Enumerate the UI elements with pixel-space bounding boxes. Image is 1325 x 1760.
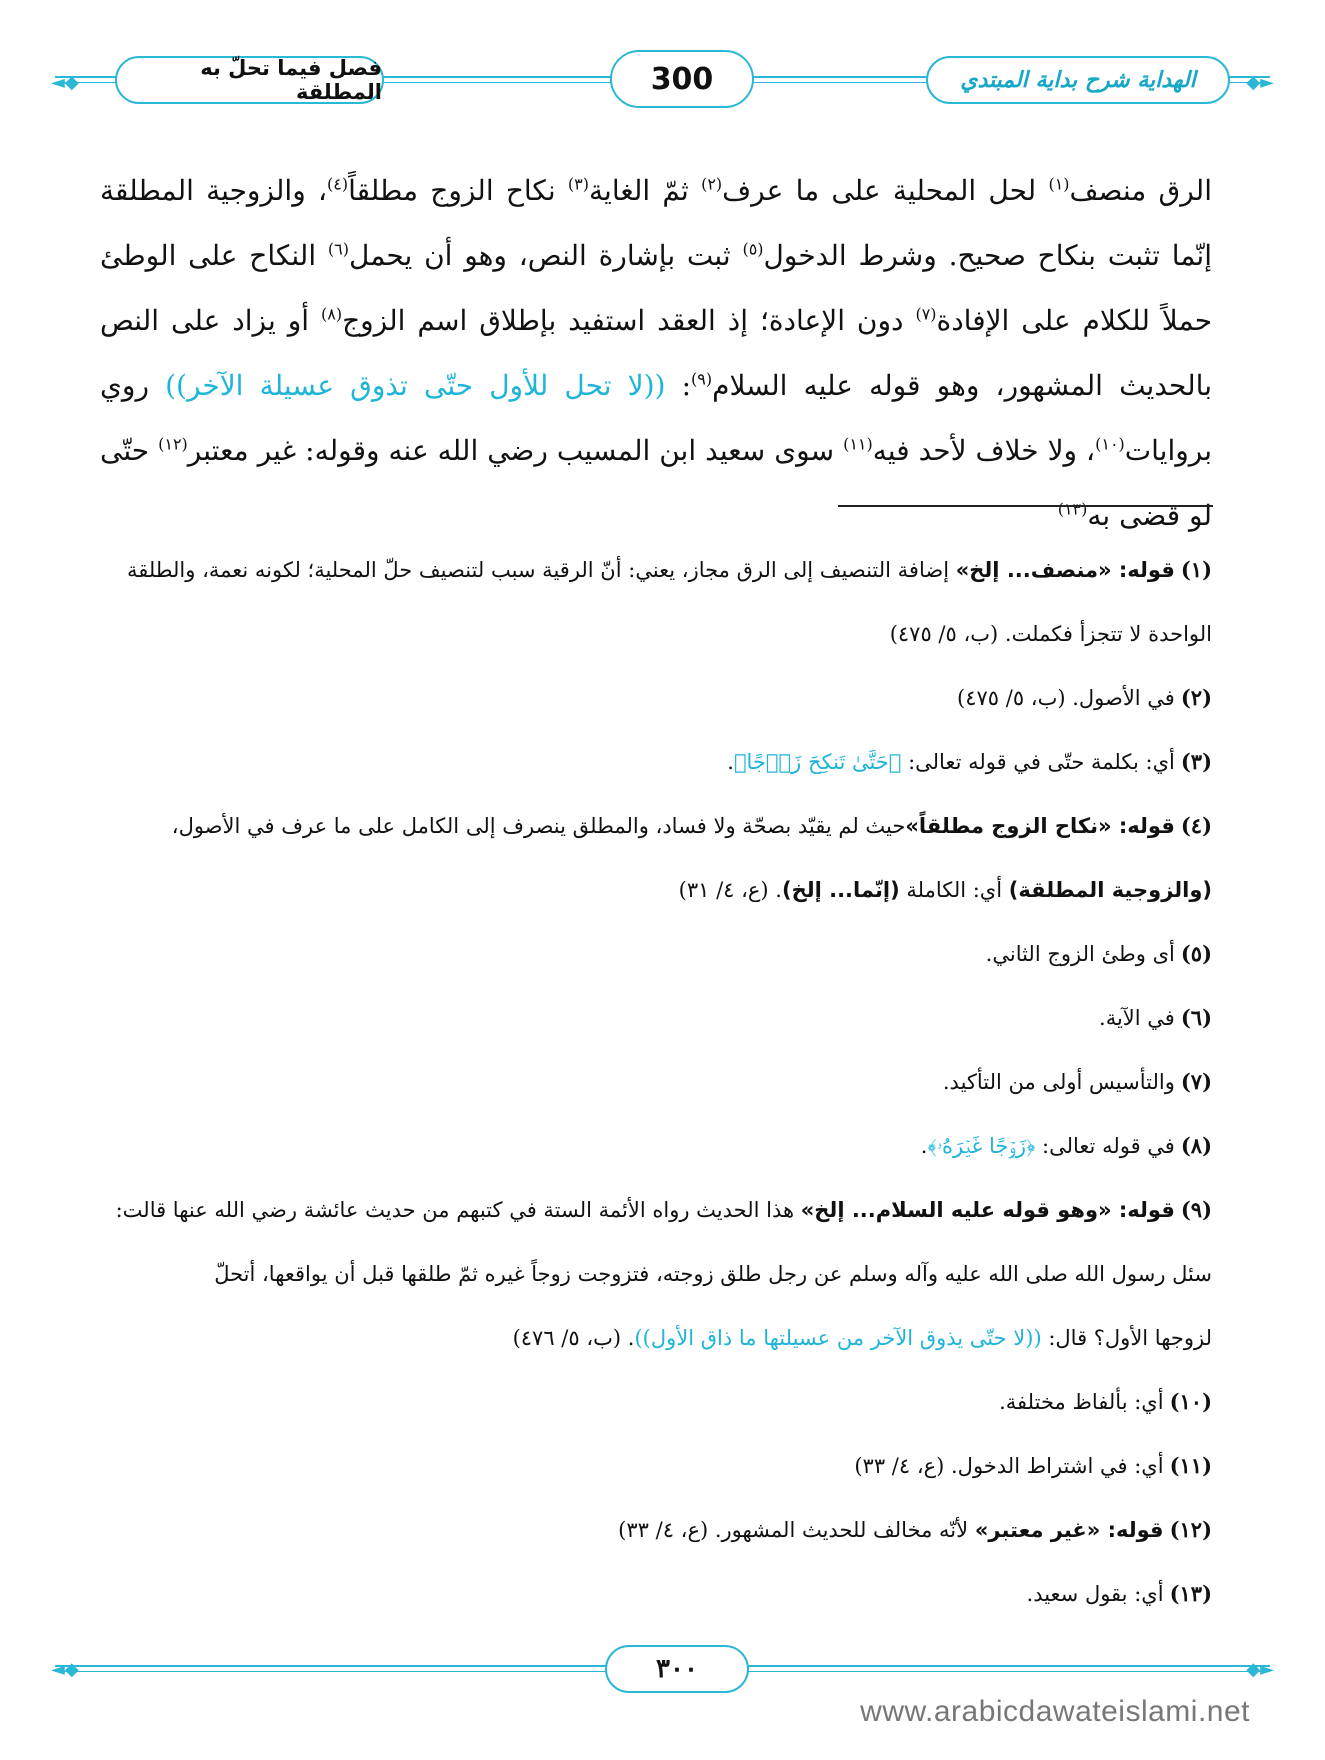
text-run: ، ولا خلاف لأحد فيه [872, 434, 1096, 467]
text-run: نكاح الزوج مطلقاً [348, 174, 568, 207]
footnote-7: (٧)والتأسيس أولى من التأكيد. [942, 1069, 1212, 1094]
text-run: أو يزاد على النص بالحديث المشهور، وهو قوله عليه السلام [100, 304, 1212, 402]
hadith-quote: ((لا تحل للأول حتّى تذوق عسيلة الآخر)) [165, 369, 666, 402]
ornament-right-icon: ◆► [1246, 1659, 1274, 1680]
footnote-ref: (٥) [742, 239, 764, 259]
footnote-ref: (١١) [843, 434, 873, 454]
text-run: ، والزوجية المطلقة إنّما تثبت بنكاح صحيح. وشرط الدخول [100, 174, 1213, 272]
footnote-6: (٦)في الآية. [1099, 1005, 1212, 1030]
main-text [100, 158, 1212, 548]
footnote-8: (٨)في قوله تعالى: ﴿زَوۡجًا غَيۡرَهُۥ﴾. [920, 1133, 1212, 1158]
ornament-left-icon: ◄◆ [51, 1659, 79, 1680]
text-run: دون الإعادة؛ إذ العقد استفيد بإطلاق اسم الزوج [342, 304, 916, 337]
footnote-9: (٩)قوله: «وهو قوله عليه السلام... إلخ» هذا الحديث رواه الأئمة الستة في كتبهم من حديث عائشة رضي الله عنها قالت: سئل رسول الله صلى الله عليه وآله وسلم عن رجل طلق زوجته، فتزوجت زوجاً غيره ثمّ طلقها قبل أن يواقعها، أتحلّ لزوجها الأول؟ قال: ((لا حتّى يذوق الآخر من عسيلتها ما ذاق الأول)). (ب، ٥/ ٤٧٦) [115, 1197, 1212, 1350]
footnote-4: (٤)قوله: «نكاح الزوج مطلقاً»حيث لم يقيّد بصحّة ولا فساد، والمطلق ينصرف إلى الكامل على ما عرف في الأصول، (والزوجية المطلقة) أي: الكاملة (إنّما... إلخ). (ع، ٤/ ٣١) [171, 813, 1212, 902]
footnote-13: (١٣)أي: بقول سعيد. [1026, 1581, 1212, 1606]
text-run: ثبت بإشارة النص، وهو أن يحمل [349, 239, 743, 272]
footnote-ref: (١) [1048, 174, 1070, 194]
footnote-5: (٥)أى وطئ الزوج الثاني. [985, 941, 1212, 966]
text-run: الرق منصف [1069, 174, 1212, 207]
footnote-ref: (٧) [915, 304, 937, 324]
book-title: الهداية شرح بداية المبتدي [926, 56, 1230, 104]
ornament-left-icon: ◄◆ [51, 72, 79, 93]
ornament-right-icon: ◆► [1246, 72, 1274, 93]
footnote-ref: (١٣) [1057, 499, 1088, 519]
footnote-10: (١٠)أي: بألفاظ مختلفة. [999, 1389, 1212, 1414]
page-header [51, 50, 1274, 110]
footnote-ref: (١٢) [158, 434, 188, 454]
text-run: سوى سعيد ابن المسيب رضي الله عنه وقوله: غير معتبر [187, 434, 844, 467]
text-run: روي بروايات [100, 369, 1213, 467]
text-run: ثمّ الغاية [589, 174, 702, 207]
text-run: : [665, 369, 692, 402]
footnotes [100, 538, 1212, 1626]
text-run: النكاح على الوطئ حملاً للكلام على الإفادة [100, 239, 1213, 337]
footnote-12: (١٢)قوله: «غير معتبر» لأنّه مخالف للحديث المشهور. (ع، ٤/ ٣٣) [618, 1517, 1212, 1542]
quran-quote: ﴿حَتَّىٰ تَنكِحَ زَوۡجًا﴾ [733, 750, 902, 774]
footnote-ref: (٦) [327, 239, 350, 259]
footnote-ref: (٨) [320, 304, 343, 324]
footnote-1: (١)قوله: «منصف... إلخ» إضافة التنصيف إلى الرق مجاز، يعني: أنّ الرقية سبب لتنصيف حلّ المحلية؛ لكونه نعمة، والطلقة الواحدة لا تتجزأ فكملت. (ب، ٥/ ٤٧٥) [126, 557, 1212, 646]
footnote-ref: (٢) [701, 174, 723, 194]
quran-quote: ﴿زَوۡجًا غَيۡرَهُۥ﴾ [927, 1134, 1036, 1158]
hadith-quote: ((لا حتّى يذوق الآخر من عسيلتها ما ذاق الأول)) [634, 1326, 1042, 1350]
footnote-ref: (٤) [326, 174, 349, 194]
footnote-3: (٣)أي: بكلمة حتّى في قوله تعالى: ﴿حَتَّىٰ تَنكِحَ زَوۡجًا﴾. [727, 749, 1212, 774]
section-title: فصل فيما تحلّ به المطلقة [115, 56, 384, 104]
text-run: لحل المحلية على ما عرف [722, 174, 1049, 207]
footnote-ref: (١٠) [1095, 434, 1125, 454]
footer-page-number: ٣٠٠ [605, 1645, 749, 1693]
footnote-ref: (٩) [691, 369, 713, 389]
footnote-2: (٢)في الأصول. (ب، ٥/ ٤٧٥) [957, 685, 1212, 710]
website-watermark: www.arabicdawateislami.net [860, 1695, 1250, 1728]
page-number: 300 [610, 50, 754, 108]
footnote-separator [838, 505, 1213, 507]
footnote-ref: (٣) [567, 174, 590, 194]
text-run: حتّى لو قضى به [100, 434, 1212, 532]
footnote-11: (١١)أي: في اشتراط الدخول. (ع، ٤/ ٣٣) [854, 1453, 1212, 1478]
page-footer [51, 1645, 1274, 1695]
